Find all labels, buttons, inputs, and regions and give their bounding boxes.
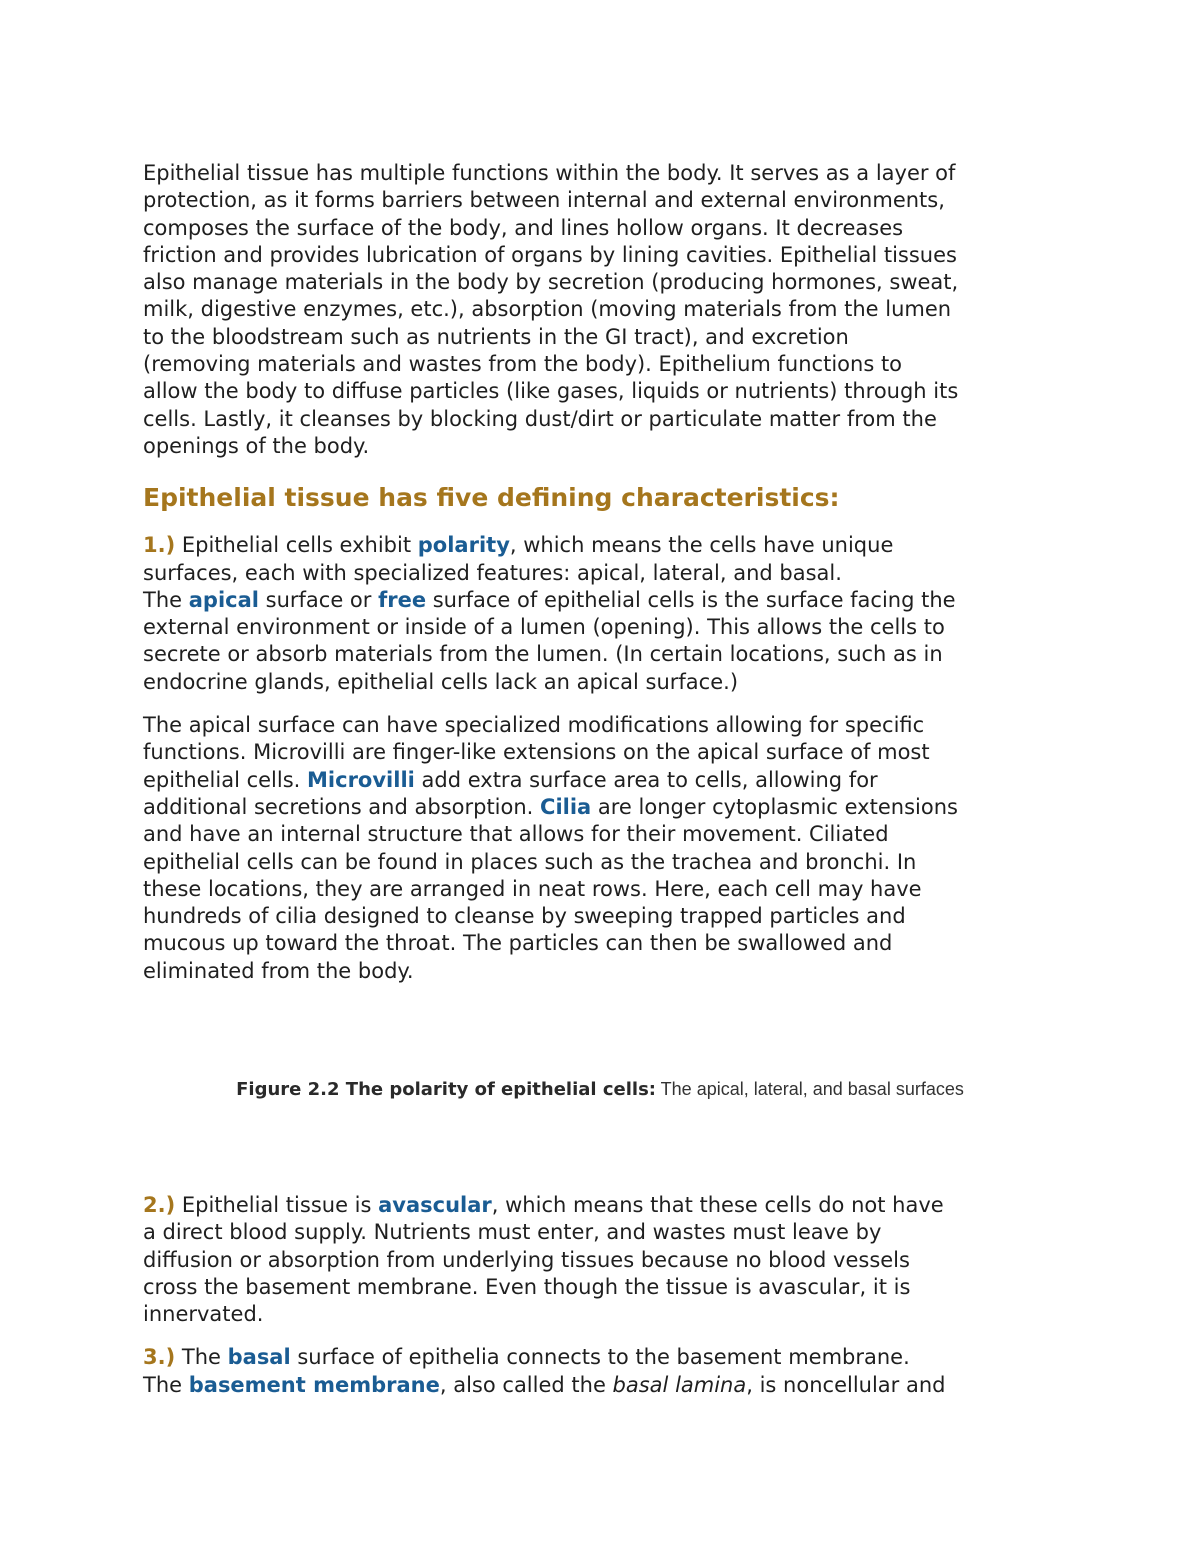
term-basal-lamina: basal lamina bbox=[612, 1372, 747, 1397]
term-avascular: avascular bbox=[378, 1193, 492, 1217]
intro-line: allow the body to diffuse particles (like gases, liquids or nutrients) through its bbox=[143, 379, 959, 404]
term-microvilli: Microvilli bbox=[307, 767, 415, 792]
document-page bbox=[143, 158, 1068, 985]
characteristic-2: 2.) Epithelial tissue is avascular, which means that these cells do not have a direct blood supply. Nutrients must enter, and wastes must leave by diffusion or absorption from underlying tissues because no blood vessels cross the basement membrane. Even though the tissue is avascular, it is innervated. bbox=[143, 1193, 944, 1327]
figure-caption-text: The apical, lateral, and basal surfaces bbox=[656, 1079, 964, 1099]
term-polarity: polarity bbox=[417, 533, 510, 558]
intro-line: milk, digestive enzymes, etc.), absorption (moving materials from the lumen bbox=[143, 297, 952, 322]
intro-line: friction and provides lubrication of organs by lining cavities. Epithelial tissues bbox=[143, 242, 957, 267]
term-free: free bbox=[378, 587, 427, 612]
intro-line: Epithelial tissue has multiple functions within the body. It serves as a layer of bbox=[143, 161, 956, 185]
intro-line: protection, as it forms barriers between internal and external environments, bbox=[143, 188, 945, 213]
figure-caption-title: Figure 2.2 The polarity of epithelial cells: bbox=[236, 1079, 656, 1100]
intro-paragraph bbox=[143, 160, 1068, 460]
item-number: 3.) bbox=[143, 1345, 176, 1370]
characteristic-3: 3.) The basal surface of epithelia connects to the basement membrane. The basement membrane, also called the basal lamina, is noncellular and bbox=[143, 1345, 946, 1397]
term-cilia: Cilia bbox=[540, 794, 592, 819]
figure-caption bbox=[0, 1077, 1200, 1102]
apical-surface-paragraph: The apical surface can have specialized modifications allowing for specific functions. Microvilli are finger-like extensions on the apical surface of most epithelial cells. Microvilli add extra surface area to cells, allowing for additional secretions and absorption. Cilia are longer cytoplasmic extensions and have an internal structure that allows for their movement. Ciliated epithelial cells can be found in places such as the trachea and bronchi. In these locations, they are arranged in neat rows. Here, each cell may have hundreds of cilia designed to cleanse by sweeping trapped particles and mucous up toward the throat. The particles can then be swallowed and eliminated from the body. bbox=[143, 713, 958, 983]
intro-line: to the bloodstream such as nutrients in the GI tract), and excretion bbox=[143, 324, 849, 349]
intro-line: (removing materials and wastes from the body). Epithelium functions to bbox=[143, 352, 903, 377]
intro-line: composes the surface of the body, and lines hollow organs. It decreases bbox=[143, 215, 904, 240]
term-basement-membrane: basement membrane bbox=[188, 1372, 440, 1397]
intro-line: cells. Lastly, it cleanses by blocking dust/dirt or particulate matter from the bbox=[143, 406, 937, 431]
document-page-continued bbox=[143, 1192, 1068, 1399]
intro-line: openings of the body. bbox=[143, 433, 370, 458]
item-number: 2.) bbox=[143, 1193, 176, 1217]
term-apical: apical bbox=[188, 587, 259, 612]
term-basal: basal bbox=[227, 1345, 291, 1370]
section-heading: Epithelial tissue has five defining characteristics: bbox=[143, 483, 840, 513]
item-number: 1.) bbox=[143, 533, 176, 558]
characteristic-1: 1.) Epithelial cells exhibit polarity, which means the cells have unique surfaces, each with specialized features: apical, lateral, and basal. The apical surface or free surface of epithelial cells is the surface facing the external environment or inside of a lumen (opening). This allows the cells to secrete or absorb materials from the lumen. (In certain locations, such as in endocrine glands, epithelial cells lack an apical surface.) bbox=[143, 533, 956, 694]
intro-line: also manage materials in the body by secretion (producing hormones, sweat, bbox=[143, 270, 959, 295]
